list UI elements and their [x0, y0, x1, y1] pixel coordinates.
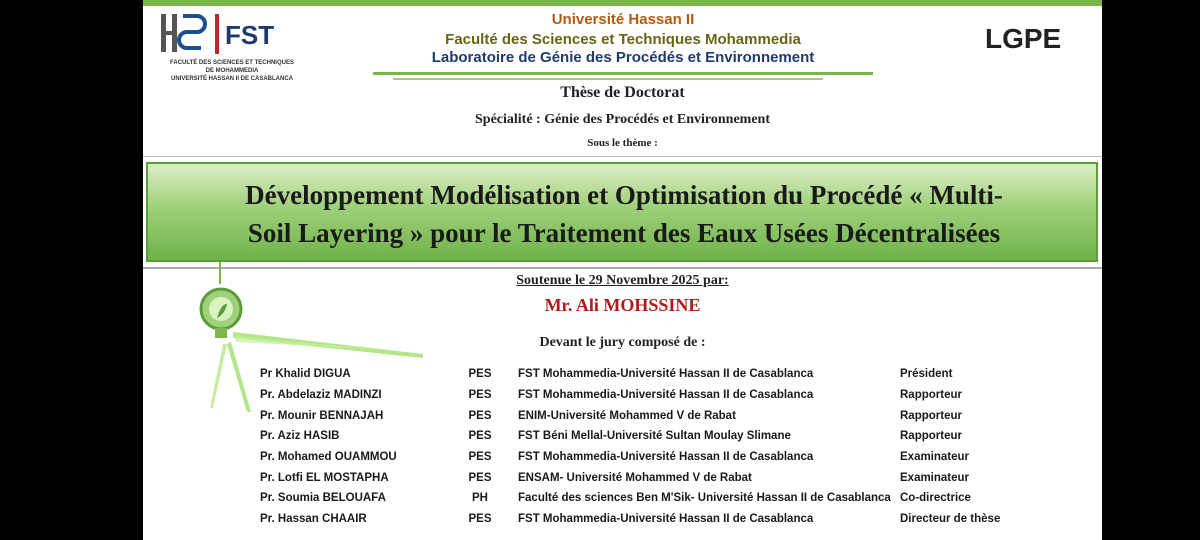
table-row: [253, 447, 1050, 468]
jury-role: Rapporteur: [900, 430, 962, 443]
table-row: [253, 467, 1050, 488]
jury-institution: ENSAM- Université Mohammed V de Rabat: [518, 471, 752, 484]
jury-name: Pr. Hassan CHAAIR: [260, 513, 367, 526]
jury-grade: PES: [468, 513, 492, 526]
defense-date: Soutenue le 29 Novembre 2025 par:: [516, 273, 729, 288]
header-rule: [373, 72, 873, 75]
svg-text:LGPE: LGPE: [985, 23, 1062, 54]
jury-grade: PES: [468, 368, 492, 381]
lgpe-logo: [983, 18, 1078, 58]
divider: [143, 156, 1102, 157]
jury-grade: PH: [472, 492, 488, 505]
jury-institution: FST Mohammedia-Université Hassan II de Casablanca: [518, 389, 814, 402]
jury-institution: ENIM-Université Mohammed V de Rabat: [518, 409, 736, 422]
thesis-announcement: [143, 0, 1102, 540]
jury-name: Pr. Mohamed OUAMMOU: [260, 451, 397, 464]
jury-institution: FST Mohammedia-Université Hassan II de Casablanca: [518, 451, 814, 464]
jury-table: [253, 364, 1050, 530]
jury-name: Pr Khalid DIGUA: [260, 368, 351, 381]
thesis-title: Développement Modélisation et Optimisation du Procédé « Multi- Soil Layering » pour le Traitement des Eaux Usées Décentralisées: [245, 180, 1003, 248]
jury-role: Co-directrice: [900, 492, 971, 505]
table-row: [253, 488, 1050, 509]
jury-name: Pr. Soumia BELOUAFA: [260, 492, 386, 505]
table-row: [253, 509, 1050, 530]
jury-institution: FST Mohammedia-Université Hassan II de Casablanca: [518, 368, 814, 381]
thesis-specialty: Spécialité : Génie des Procédés et Environnement: [475, 112, 770, 127]
jury-name: Pr. Aziz HASIB: [260, 430, 340, 443]
jury-role: Rapporteur: [900, 409, 962, 422]
svg-text:FST: FST: [225, 20, 275, 50]
jury-role: Rapporteur: [900, 389, 962, 402]
table-row: [253, 385, 1050, 406]
header-rule-thin: [393, 78, 823, 80]
fst-logo: [157, 12, 307, 92]
theme-label: Sous le thème :: [587, 137, 658, 149]
jury-institution: FST Béni Mellal-Université Sultan Moulay Slimane: [518, 430, 791, 443]
fst-emblem-icon: [159, 12, 309, 58]
thesis-title-box: [146, 162, 1098, 262]
jury-grade: PES: [468, 451, 492, 464]
laboratory-name: Laboratoire de Génie des Procédés et Environnement: [431, 49, 815, 66]
jury-name: Pr. Mounir BENNAJAH: [260, 409, 384, 422]
jury-role: Directeur de thèse: [900, 513, 1001, 526]
jury-grade: PES: [468, 430, 492, 443]
jury-grade: PES: [468, 471, 492, 484]
table-row: [253, 364, 1050, 385]
jury-grade: PES: [468, 389, 492, 402]
table-row: [253, 405, 1050, 426]
jury-role: Président: [900, 368, 953, 381]
jury-role: Examinateur: [900, 451, 970, 464]
jury-institution: FST Mohammedia-Université Hassan II de Casablanca: [518, 513, 814, 526]
top-green-band: [143, 0, 1102, 6]
table-row: [253, 426, 1050, 447]
faculty-name: Faculté des Sciences et Techniques Mohammedia: [445, 31, 801, 48]
candidate-name: Mr. Ali MOHSSINE: [544, 295, 701, 315]
jury-grade: PES: [468, 409, 492, 422]
jury-name: Pr. Lotfi EL MOSTAPHA: [260, 471, 389, 484]
jury-role: Examinateur: [900, 471, 970, 484]
fst-logo-caption: FACULTÉ DES SCIENCES ET TECHNIQUES DE MOHAMMEDIA UNIVERSITÉ HASSAN II DE CASABLANCA: [170, 60, 294, 82]
thesis-type: Thèse de Doctorat: [560, 84, 685, 101]
jury-name: Pr. Abdelaziz MADINZI: [260, 389, 382, 402]
university-name: Université Hassan II: [551, 11, 695, 28]
jury-label: Devant le jury composé de :: [539, 335, 706, 350]
jury-institution: Faculté des sciences Ben M'Sik- Université Hassan II de Casablanca: [518, 492, 891, 505]
